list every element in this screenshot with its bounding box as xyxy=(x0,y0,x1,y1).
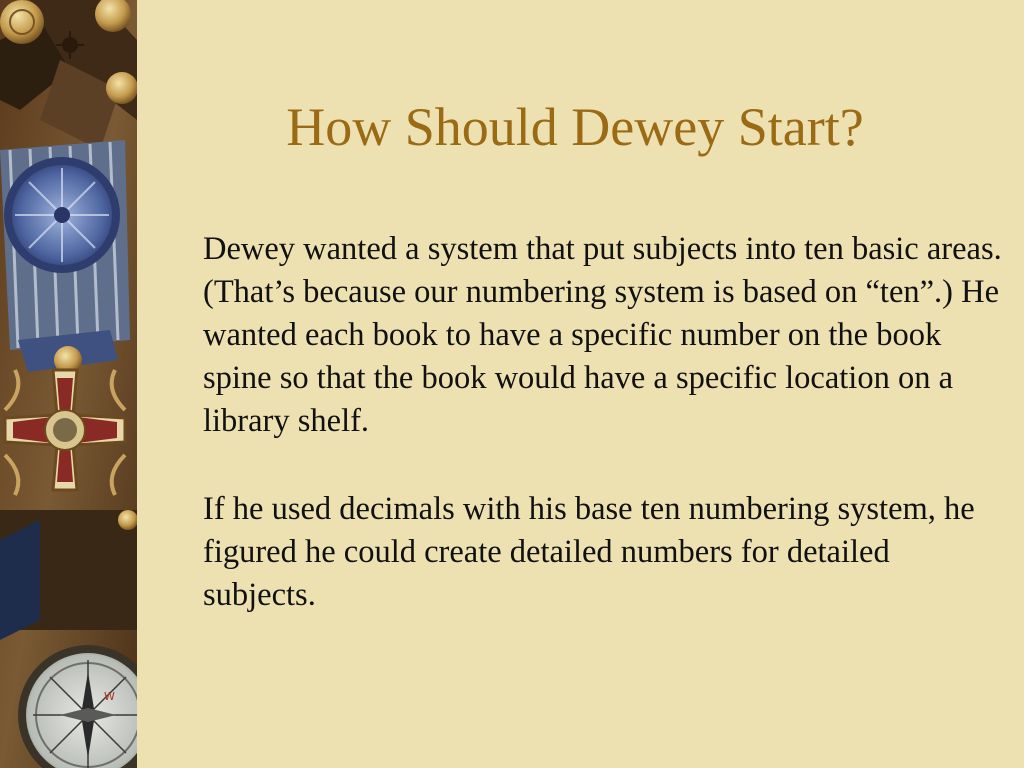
body-paragraph: Dewey wanted a system that put subjects into ten basic areas. (That’s because our numbering system is based on “ten”.) He wanted each book to have a specific number on the book spine so that the book would have a specific location on a library shelf. xyxy=(203,231,1002,439)
medals-compass-image xyxy=(0,0,137,768)
slide-body xyxy=(203,228,1003,617)
body-paragraph: If he used decimals with his base ten numbering system, he figured he could create detailed numbers for detailed subjects. xyxy=(203,491,975,613)
svg-text:W: W xyxy=(104,690,115,703)
slide-title: How Should Dewey Start? xyxy=(286,97,864,157)
